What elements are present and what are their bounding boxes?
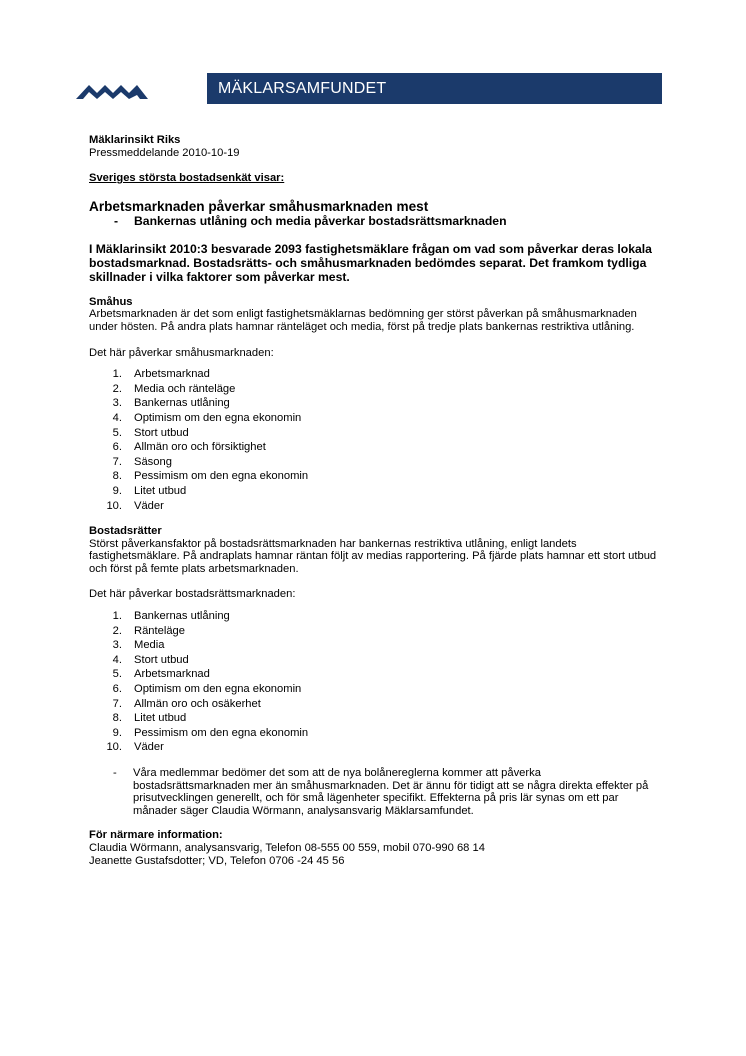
list-item: 9. Pessimism om den egna ekonomin — [112, 726, 309, 739]
release-date: Pressmeddelande 2010-10-19 — [89, 146, 240, 159]
list-item: 1. Arbetsmarknad — [112, 368, 210, 381]
smahus-heading: Småhus — [89, 295, 133, 308]
list-item: 8. Pessimism om den egna ekonomin — [112, 470, 309, 483]
smahus-body: Arbetsmarknaden är det som enligt fastighetsmäklarnas bedömning ger störst påverkan på småhusmarknaden under hösten. På andra plats hamnar ränteläget och media, först på tredje plats bankernas restriktiva utlåning. — [89, 308, 637, 333]
list-item: 10. Väder — [106, 499, 164, 512]
brand-name: MÄKLARSAMFUNDET — [218, 80, 387, 97]
list-item: 6. Allmän oro och försiktighet — [112, 441, 266, 454]
smahus-list-intro: Det här påverkar småhusmarknaden: — [89, 346, 274, 359]
list-item: 4. Stort utbud — [112, 653, 189, 666]
list-item: 10. Väder — [106, 741, 164, 754]
contact-heading: För närmare information: — [89, 829, 223, 842]
bostadsratter-factor-list — [89, 609, 659, 755]
lead-paragraph: I Mäklarinsikt 2010:3 besvarade 2093 fastighetsmäklare frågan om vad som påverkar deras lokala bostadsmarknad. Bostadsrätts- och småhusmarknaden bedömdes separat. Det framkom tydliga skillnader i vilka faktorer som påverkar mest. — [89, 241, 652, 284]
quote-text: Våra medlemmar bedömer det som att de nya bolånereglerna kommer att påverka bostadsrättsmarknaden mer än småhusmarknaden. Det är ännu för tidigt att se några direkta effekter på prisutvecklingen generellt, och för små lägenheter specifikt. Effekterna på pris lär synas om ett par månader säger Claudia Wörmann, analysansvarig Mäklarsamfundet. — [133, 767, 649, 817]
maklarsamfundet-logo-icon — [76, 83, 148, 99]
list-item: 5. Stort utbud — [112, 426, 189, 439]
bostadsratter-body: Störst påverkansfaktor på bostadsrättsmarknaden har bankernas restriktiva utlåning, enligt landets fastighetsmäklare. På andraplats hamnar räntan följt av medias rapportering. På fjärde plats hamnar ett stort utbud och först på femte plats arbetsmarknaden. — [89, 537, 657, 575]
subheadline: - Bankernas utlåning och media påverkar bostadsrättsmarknaden — [114, 213, 507, 228]
document-title: Mäklarinsikt Riks — [89, 134, 181, 146]
list-item: 2. Ränteläge — [112, 624, 186, 637]
press-release-body — [89, 134, 659, 867]
list-item: 7. Säsong — [112, 455, 172, 468]
list-item: 9. Litet utbud — [112, 484, 187, 497]
brand-header-bar — [207, 73, 662, 104]
list-item: 5. Arbetsmarknad — [112, 668, 210, 681]
list-item: 2. Media och ränteläge — [112, 382, 236, 395]
quote-paragraph: - Våra medlemmar bedömer det som att de nya bolånereglerna kommer att påverka bostadsrättsmarknaden mer än småhusmarknaden. Det är ännu för tidigt att se några direkta effekter på prisutvecklingen generellt, och för små lägenheter specifikt. Effekterna på pris lär synas om ett par månader säger Claudia Wörmann, analysansvarig Mäklarsamfundet. — [113, 767, 649, 817]
list-item: 1. Bankernas utlåning — [112, 610, 230, 623]
contact-line-2: Jeanette Gustafsdotter; VD, Telefon 0706 -24 45 56 — [89, 854, 345, 867]
kicker: Sveriges största bostadsenkät visar: — [89, 172, 285, 185]
smahus-factor-list — [89, 367, 659, 513]
headline: Arbetsmarknaden påverkar småhusmarknaden mest — [89, 198, 429, 214]
list-item: 3. Bankernas utlåning — [112, 397, 230, 410]
list-item: 6. Optimism om den egna ekonomin — [112, 683, 302, 696]
contact-line-1: Claudia Wörmann, analysansvarig, Telefon 08-555 00 559, mobil 070-990 68 14 — [89, 841, 485, 854]
bostadsratter-heading: Bostadsrätter — [89, 525, 162, 538]
list-item: 3. Media — [112, 639, 165, 652]
bostadsratter-list-intro: Det här påverkar bostadsrättsmarknaden: — [89, 588, 296, 601]
list-item: 8. Litet utbud — [112, 712, 187, 725]
subheadline-text: Bankernas utlåning och media påverkar bostadsrättsmarknaden — [134, 213, 507, 228]
list-item: 4. Optimism om den egna ekonomin — [112, 411, 302, 424]
list-item: 7. Allmän oro och osäkerhet — [112, 697, 261, 710]
